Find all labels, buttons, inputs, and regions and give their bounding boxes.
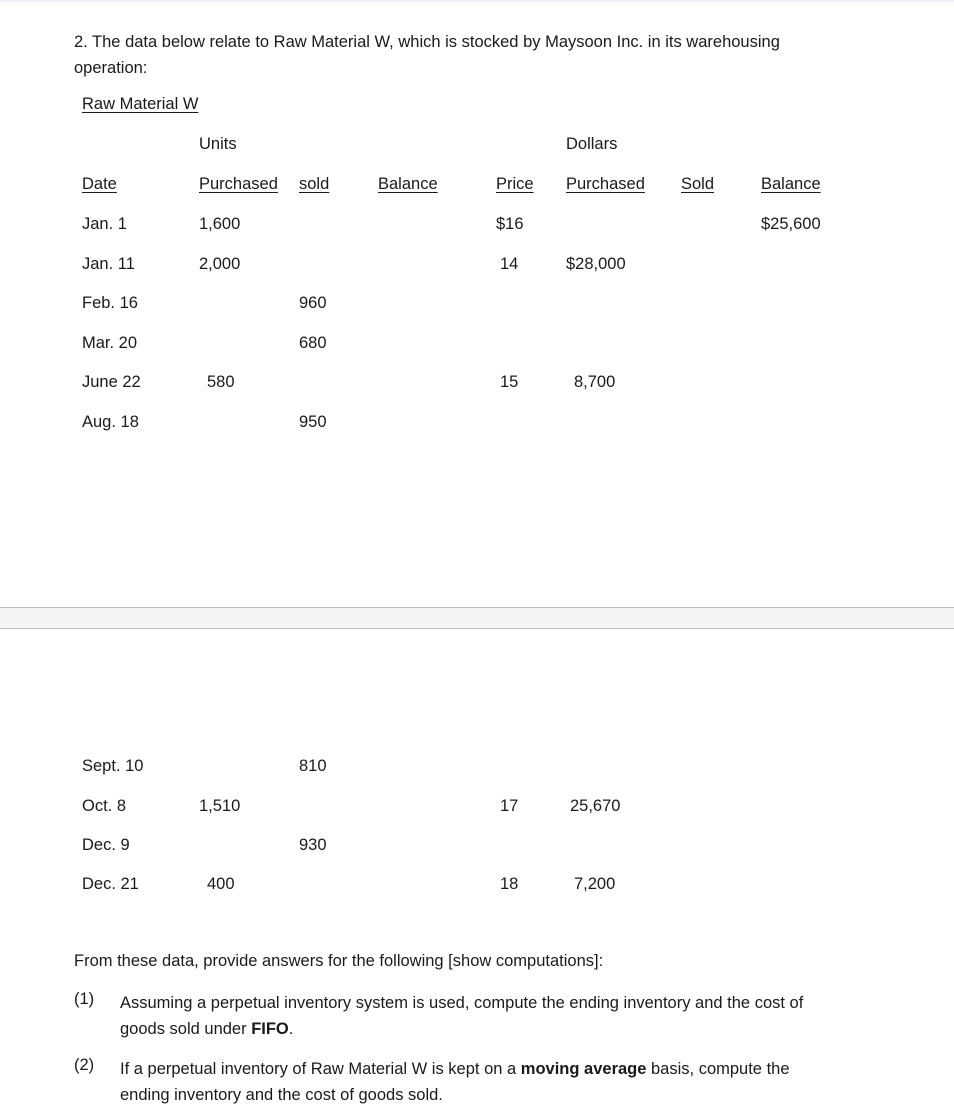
question-text [120,1056,810,1108]
section-title: Raw Material W [82,95,199,113]
row-units-purchased: 400 [207,875,235,893]
question-emphasis: FIFO [251,1020,289,1038]
header-date: Date [82,175,117,193]
row-units-sold: 680 [299,334,327,352]
row-price: 18 [500,875,519,893]
row-dollars-purchased: 8,700 [574,373,616,391]
header-price: Price [496,175,534,193]
row-date: Mar. 20 [82,334,138,352]
row-units-sold: 930 [299,836,327,854]
question-number: (1) [74,990,95,1008]
top-border [0,0,954,2]
header-dollars-purchased: Purchased [566,175,645,193]
row-dollars-purchased: 7,200 [574,875,616,893]
row-dollars-purchased: $28,000 [566,255,626,273]
row-date: Feb. 16 [82,294,138,312]
dollars-group-label: Dollars [566,135,618,153]
row-units-purchased: 580 [207,373,235,391]
question-number: (2) [74,1056,95,1074]
problem-intro: 2. The data below relate to Raw Material W, which is stocked by Maysoon Inc. in its warehousing operation: [74,33,780,77]
row-units-sold: 960 [299,294,327,312]
row-price: $16 [496,215,524,233]
page-break [0,607,954,629]
question-text [120,990,810,1042]
header-dollars-balance: Balance [761,175,821,193]
row-date: Jan. 1 [82,215,127,233]
row-units-purchased: 2,000 [199,255,241,273]
row-date: Jan. 11 [82,255,135,273]
row-date: Dec. 9 [82,836,130,854]
row-date: Aug. 18 [82,413,139,431]
row-date: Dec. 21 [82,875,139,893]
row-units-sold: 950 [299,413,327,431]
header-dollars-sold: Sold [681,175,715,193]
row-units-sold: 810 [299,757,327,775]
question-text-part: basis, compute the ending inventory and the cost of goods sold. [120,1060,790,1104]
row-price: 17 [500,797,519,815]
header-units-balance: Balance [378,175,438,193]
row-units-purchased: 1,600 [199,215,241,233]
row-price: 14 [500,255,519,273]
question-emphasis: moving average [520,1060,647,1078]
question-text-part: . [288,1020,294,1038]
header-units-sold: sold [299,175,330,193]
question-text-part: If a perpetual inventory of Raw Material W is kept on a [120,1060,521,1078]
row-date: Sept. 10 [82,757,144,775]
row-dollars-balance: $25,600 [761,215,821,233]
row-price: 15 [500,373,519,391]
row-date: Oct. 8 [82,797,127,815]
units-group-label: Units [199,135,237,153]
question-text-part: Assuming a perpetual inventory system is used, compute the ending inventory and the cost of goods sold under [120,994,804,1038]
questions-intro: From these data, provide answers for the following [show computations]: [74,952,604,970]
header-units-purchased: Purchased [199,175,278,193]
row-dollars-purchased: 25,670 [570,797,621,815]
row-date: June 22 [82,373,141,391]
row-units-purchased: 1,510 [199,797,241,815]
